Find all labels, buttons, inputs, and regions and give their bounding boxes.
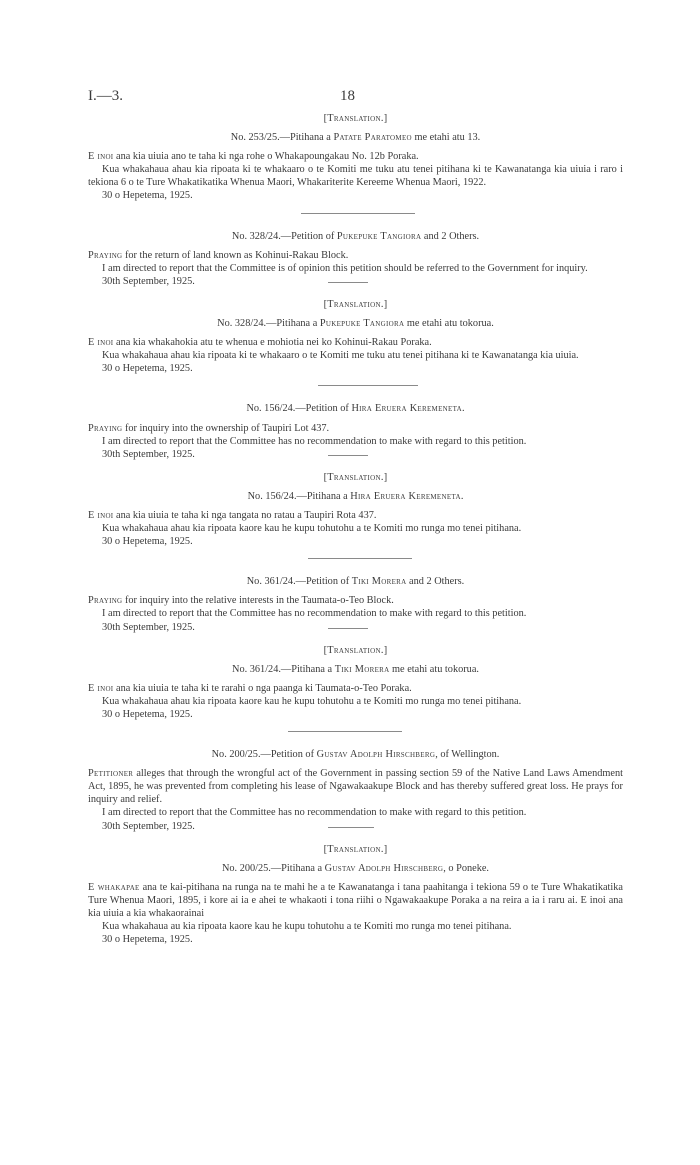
- petition-section: [88, 402, 623, 460]
- translation-label: [Translation.]: [323, 644, 388, 656]
- short-rule: [328, 282, 368, 283]
- petition-prayer: E inoi ana kia whakahokia atu te whenua e mohiotia nei ko Kohinui-Rakau Poraka.: [88, 337, 432, 349]
- translation-label: [Translation.]: [323, 113, 388, 124]
- short-rule: [328, 455, 368, 456]
- petitioner-name: Patate Paratomeo: [333, 132, 412, 144]
- petition-section: [88, 843, 623, 947]
- committee-report: I am directed to report that the Committee is of opinion this petition should be referred to the Government for inquiry.: [102, 262, 588, 274]
- petition-prayer: Praying for inquiry into the relative interests in the Taumata-o-Teo Block.: [88, 595, 394, 607]
- report-date: 30 o Hepetema, 1925.: [102, 536, 193, 548]
- report-date: 30 o Hepetema, 1925.: [102, 190, 193, 202]
- petitioner-name: Hira Eruera Keremeneta: [351, 403, 462, 415]
- report-date: 30th September, 1925.: [88, 820, 623, 833]
- document-page: [88, 88, 623, 946]
- translation-label: [Translation.]: [323, 843, 388, 855]
- report-date: 30th September, 1925.: [88, 621, 623, 634]
- petition-section: [88, 748, 623, 833]
- translation-label: [Translation.]: [323, 298, 388, 310]
- petition-prayer: E whakapae ana te kai-pitihana na runga na te mahi he a te Kawanatanga i tana paahitanga i tekiona 59 o te Ture Whakatikatika Ture Whenua Maori, 1895, i kore ai ia e ahei te whakaoti i tona riihi o Ngawakaakupe Poraka a na reira a ia i raru ai. E inoi ana kia uiuia a kia whakaorainai: [88, 881, 623, 920]
- petition-section: [88, 298, 623, 375]
- petition-title: No. 200/25.—Petition of Gustav Adolph Hirschberg, of Wellington.: [211, 749, 500, 761]
- petition-title: No. 328/24.—Petition of Pukepuke Tangiora and 2 Others.: [231, 230, 480, 242]
- petition-prayer: Praying for the return of land known as Kohinui-Rakau Block.: [88, 249, 349, 261]
- committee-report: Kua whakahaua ahau kia ripoata ki te whakaaro o te Komiti me tuku atu tenei pitihana ki te Kawanatanga kia uiuia.: [102, 350, 579, 362]
- petition-title: No. 253/25.—Pitihana a Patate Paratomeo me etahi atu 13.: [230, 132, 481, 144]
- series-code: I.—3.: [88, 88, 123, 104]
- petition-title: No. 361/24.—Petition of Tiki Morera and 2 Others.: [246, 576, 465, 588]
- petition-prayer: E inoi ana kia uiuia te taha ki te rarahi o nga paanga ki Taumata-o-Teo Poraka.: [88, 682, 412, 694]
- petition-prayer: Praying for inquiry into the ownership of Taupiri Lot 437.: [88, 422, 330, 434]
- report-date: 30th September, 1925.: [88, 275, 623, 288]
- committee-report: Kua whakahaua ahau kia ripoata kaore kau he kupu tohutohu a te Komiti mo runga mo tenei pitihana.: [102, 695, 522, 707]
- petition-section: [88, 112, 623, 203]
- translation-label: [Translation.]: [323, 471, 388, 483]
- petition-section: [88, 575, 623, 633]
- short-rule: [328, 628, 368, 629]
- petition-title: No. 361/24.—Pitihana a Tiki Morera me etahi atu tokorua.: [232, 663, 479, 675]
- petitioner-name: Pukepuke Tangiora: [336, 230, 422, 242]
- petition-section: [88, 230, 623, 288]
- page-header: [88, 88, 623, 112]
- report-date: 30th September, 1925.: [88, 448, 623, 461]
- page-number: 18: [340, 88, 355, 104]
- petition-title: No. 328/24.—Pitihana a Pukepuke Tangiora me etahi atu tokorua.: [217, 318, 494, 330]
- petition-prayer: E inoi ana kia uiuia ano te taha ki nga rohe o Whakapoungakau No. 12b Poraka.: [88, 151, 419, 163]
- petition-title: No. 200/25.—Pitihana a Gustav Adolph Hirschberg, o Poneke.: [221, 862, 490, 874]
- report-date: 30 o Hepetema, 1925.: [102, 709, 193, 720]
- committee-report: Kua whakahaua au kia ripoata kaore kau he kupu tohutohu a te Komiti mo runga mo tenei pitihana.: [102, 921, 512, 933]
- report-date: 30 o Hepetema, 1925.: [102, 363, 193, 375]
- petitioner-name: Tiki Morera: [334, 663, 390, 675]
- short-rule: [328, 827, 374, 828]
- committee-report: Kua whakahaua ahau kia ripoata kaore kau he kupu tohutohu a te Komiti mo runga mo tenei pitihana.: [102, 523, 522, 535]
- petitioner-name: Tiki Morera: [351, 576, 407, 588]
- committee-report: I am directed to report that the Committee has no recommendation to make with regard to this petition.: [102, 435, 527, 447]
- committee-report: I am directed to report that the Committee has no recommendation to make with regard to this petition.: [102, 608, 527, 620]
- petition-prayer: Petitioner alleges that through the wrongful act of the Government in passing section 59 of the Native Land Laws Amendment Act, 1895, he was prevented from completing his lease of Ngawakaakupe Block and has thereby suffered great loss. He prays for inquiry and relief.: [88, 768, 623, 806]
- petition-section: [88, 471, 623, 548]
- petitioner-name: Gustav Adolph Hirschberg: [316, 749, 436, 761]
- petitioner-name: Gustav Adolph Hirschberg: [324, 862, 444, 874]
- petition-prayer: E inoi ana kia uiuia te taha ki nga tangata no ratau a Taupiri Rota 437.: [88, 509, 377, 521]
- committee-report: Kua whakahaua ahau kia ripoata ki te whakaaro o te Komiti me tuku atu tenei pitihana ki te Kawanatanga kia uiuia i raro i tekiona 6 o te Ture Whakatikatika Whenua Maori, Whakariterite Kereeme Whenua Maori, 1922.: [88, 164, 623, 189]
- report-date: 30 o Hepetema, 1925.: [102, 934, 193, 946]
- petition-section: [88, 644, 623, 721]
- petitioner-name: Hira Eruera Keremeneta: [350, 490, 461, 502]
- petition-title: No. 156/24.—Petition of Hira Eruera Keremeneta.: [246, 403, 465, 415]
- petitioner-name: Pukepuke Tangiora: [319, 318, 405, 330]
- petition-title: No. 156/24.—Pitihana a Hira Eruera Keremeneta.: [247, 490, 464, 502]
- committee-report: I am directed to report that the Committee has no recommendation to make with regard to this petition.: [102, 807, 527, 819]
